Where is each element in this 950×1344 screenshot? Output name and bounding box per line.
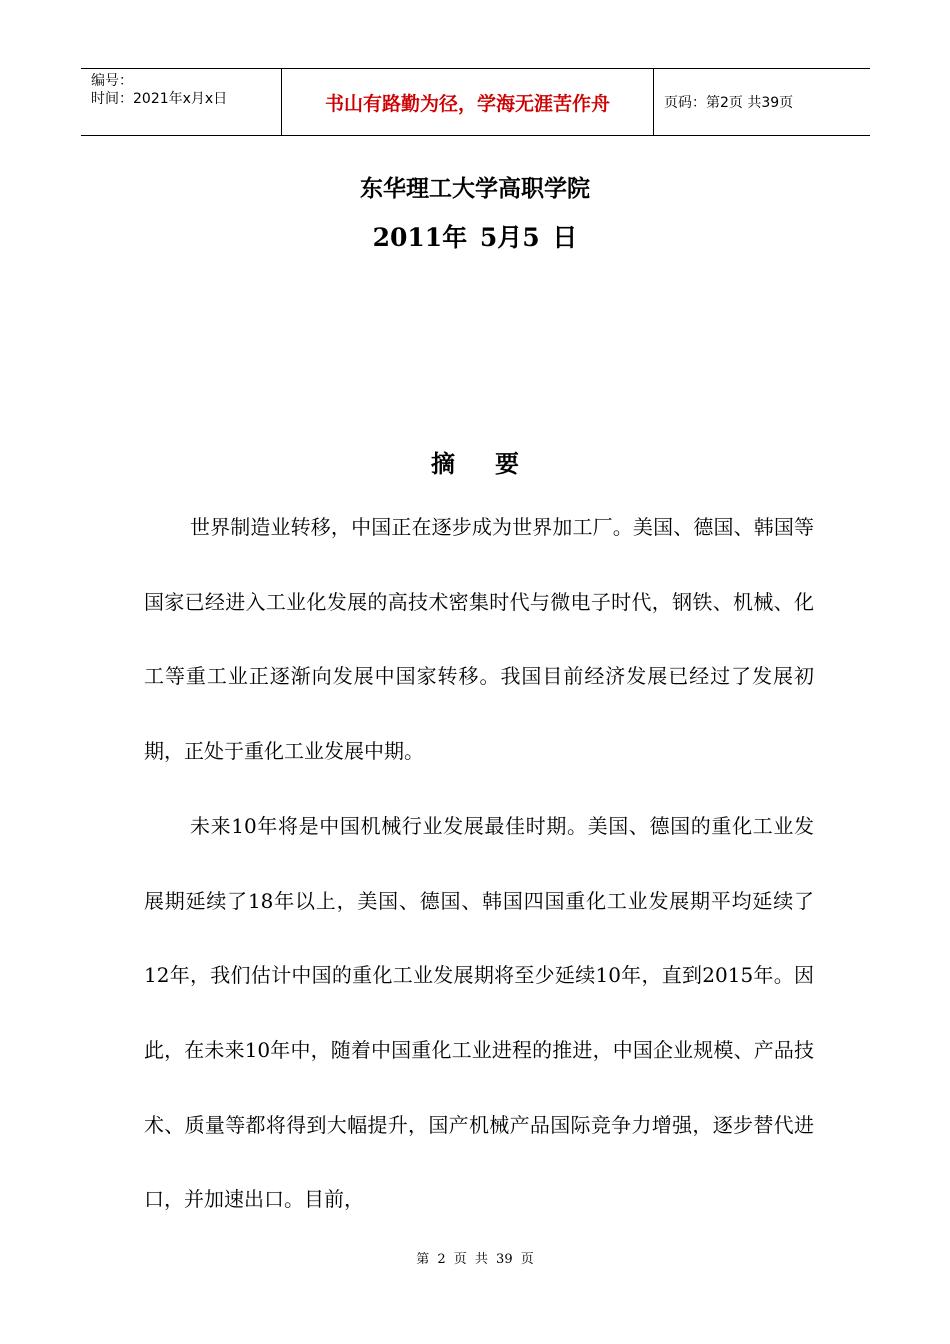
motto-text: 书山有路勤为径，学海无涯苦作舟 xyxy=(324,92,610,115)
header-motto xyxy=(281,69,654,135)
page-footer: 第 2 页 共 39 页 xyxy=(416,1252,534,1267)
header-meta xyxy=(81,69,281,135)
header-page-info xyxy=(654,69,870,135)
abstract-body xyxy=(144,490,814,1237)
institution-title: 东华理工大学高职学院 xyxy=(360,175,590,202)
document-date: 2011年 5月5 日 xyxy=(372,223,578,252)
page-header xyxy=(81,68,870,136)
serial-label: 编号： xyxy=(91,73,133,89)
paragraph: 世界制造业转移，中国正在逐步成为世界加工厂。美国、德国、韩国等国家已经进入工业化发展的高技术密集时代与微电子时代，钢铁、机械、化工等重工业正逐渐向发展中国家转移。我国目前经济发展已经过了发展初期，正处于重化工业发展中期。 xyxy=(144,515,814,764)
paragraph: 未来10年将是中国机械行业发展最佳时期。美国、德国的重化工业发展期延续了18年以上，美国、德国、韩国四国重化工业发展期平均延续了12年，我们估计中国的重化工业发展期将至少延续10年，直到2015年。因此，在未来10年中，随着中国重化工业进程的推进，中国企业规模、产品技术、质量等都将得到大幅提升，国产机械产品国际竞争力增强，逐步替代进口，并加速出口。目前， xyxy=(144,813,814,1212)
abstract-heading: 摘要 xyxy=(431,449,559,478)
time-label: 时间：2021年x月x日 xyxy=(91,91,228,107)
page-info-text: 页码：第2页 共39页 xyxy=(664,95,794,111)
